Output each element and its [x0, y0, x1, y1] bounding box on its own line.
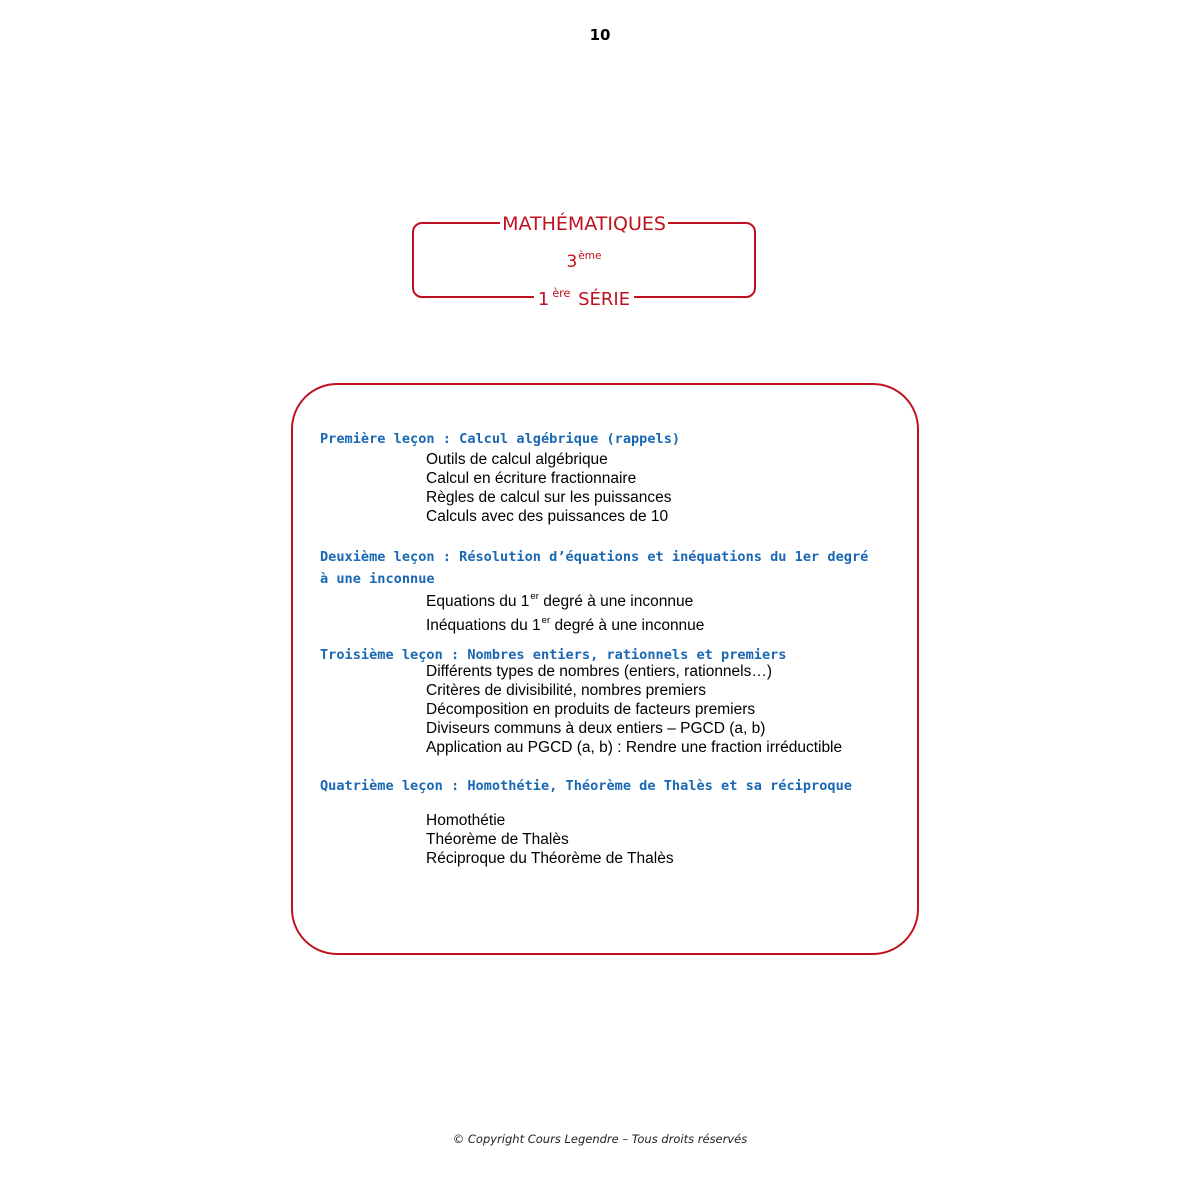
list-item: Critères de divisibilité, nombres premiers	[426, 682, 706, 699]
lesson-4-items	[426, 811, 674, 868]
list-item: Différents types de nombres (entiers, rationnels…)	[426, 663, 773, 680]
list-item: Théorème de Thalès	[426, 831, 569, 848]
list-item: Homothétie	[426, 812, 506, 829]
list-item: Application au PGCD (a, b) : Rendre une fraction irréductible	[426, 739, 843, 756]
series-suffix: ère	[552, 287, 571, 300]
lesson-3-items	[426, 662, 842, 757]
page-number: 10	[589, 26, 611, 44]
lesson-2-title: Deuxième leçon : Résolution d’équations et inéquations du 1er degré à une inconnue	[320, 549, 869, 587]
subject-title	[414, 215, 754, 234]
list-item: Diviseurs communs à deux entiers – PGCD (a, b)	[426, 720, 766, 737]
lesson-4-title: Quatrième leçon : Homothétie, Théorème de Thalès et sa réciproque	[320, 778, 852, 794]
list-item: Calculs avec des puissances de 10	[426, 508, 669, 525]
subject-label: MATHÉMATIQUES	[502, 213, 666, 235]
grade-level	[414, 251, 754, 271]
list-item: Règles de calcul sur les puissances	[426, 489, 672, 506]
lesson-1-title: Première leçon : Calcul algébrique (rappels)	[320, 431, 681, 447]
series-title	[414, 288, 754, 309]
list-item: Equations du 1er degré à une inconnue	[426, 591, 694, 611]
list-item: Décomposition en produits de facteurs premiers	[426, 701, 756, 718]
lesson-1-items	[426, 450, 672, 526]
list-item: Réciproque du Théorème de Thalès	[426, 850, 674, 867]
list-item: Inéquations du 1er degré à une inconnue	[426, 615, 705, 635]
title-frame	[412, 213, 756, 311]
lesson-2-items	[426, 587, 704, 635]
list-item: Calcul en écriture fractionnaire	[426, 470, 637, 487]
grade-suffix: ème	[578, 250, 602, 262]
series-label: SÉRIE	[578, 289, 631, 311]
series-number: 1	[537, 289, 550, 311]
grade-number: 3	[566, 251, 578, 272]
lesson-3-title: Troisième leçon : Nombres entiers, rationnels et premiers	[320, 647, 787, 663]
copyright-footer: © Copyright Cours Legendre – Tous droits réservés	[452, 1132, 748, 1146]
list-item: Outils de calcul algébrique	[426, 451, 608, 468]
